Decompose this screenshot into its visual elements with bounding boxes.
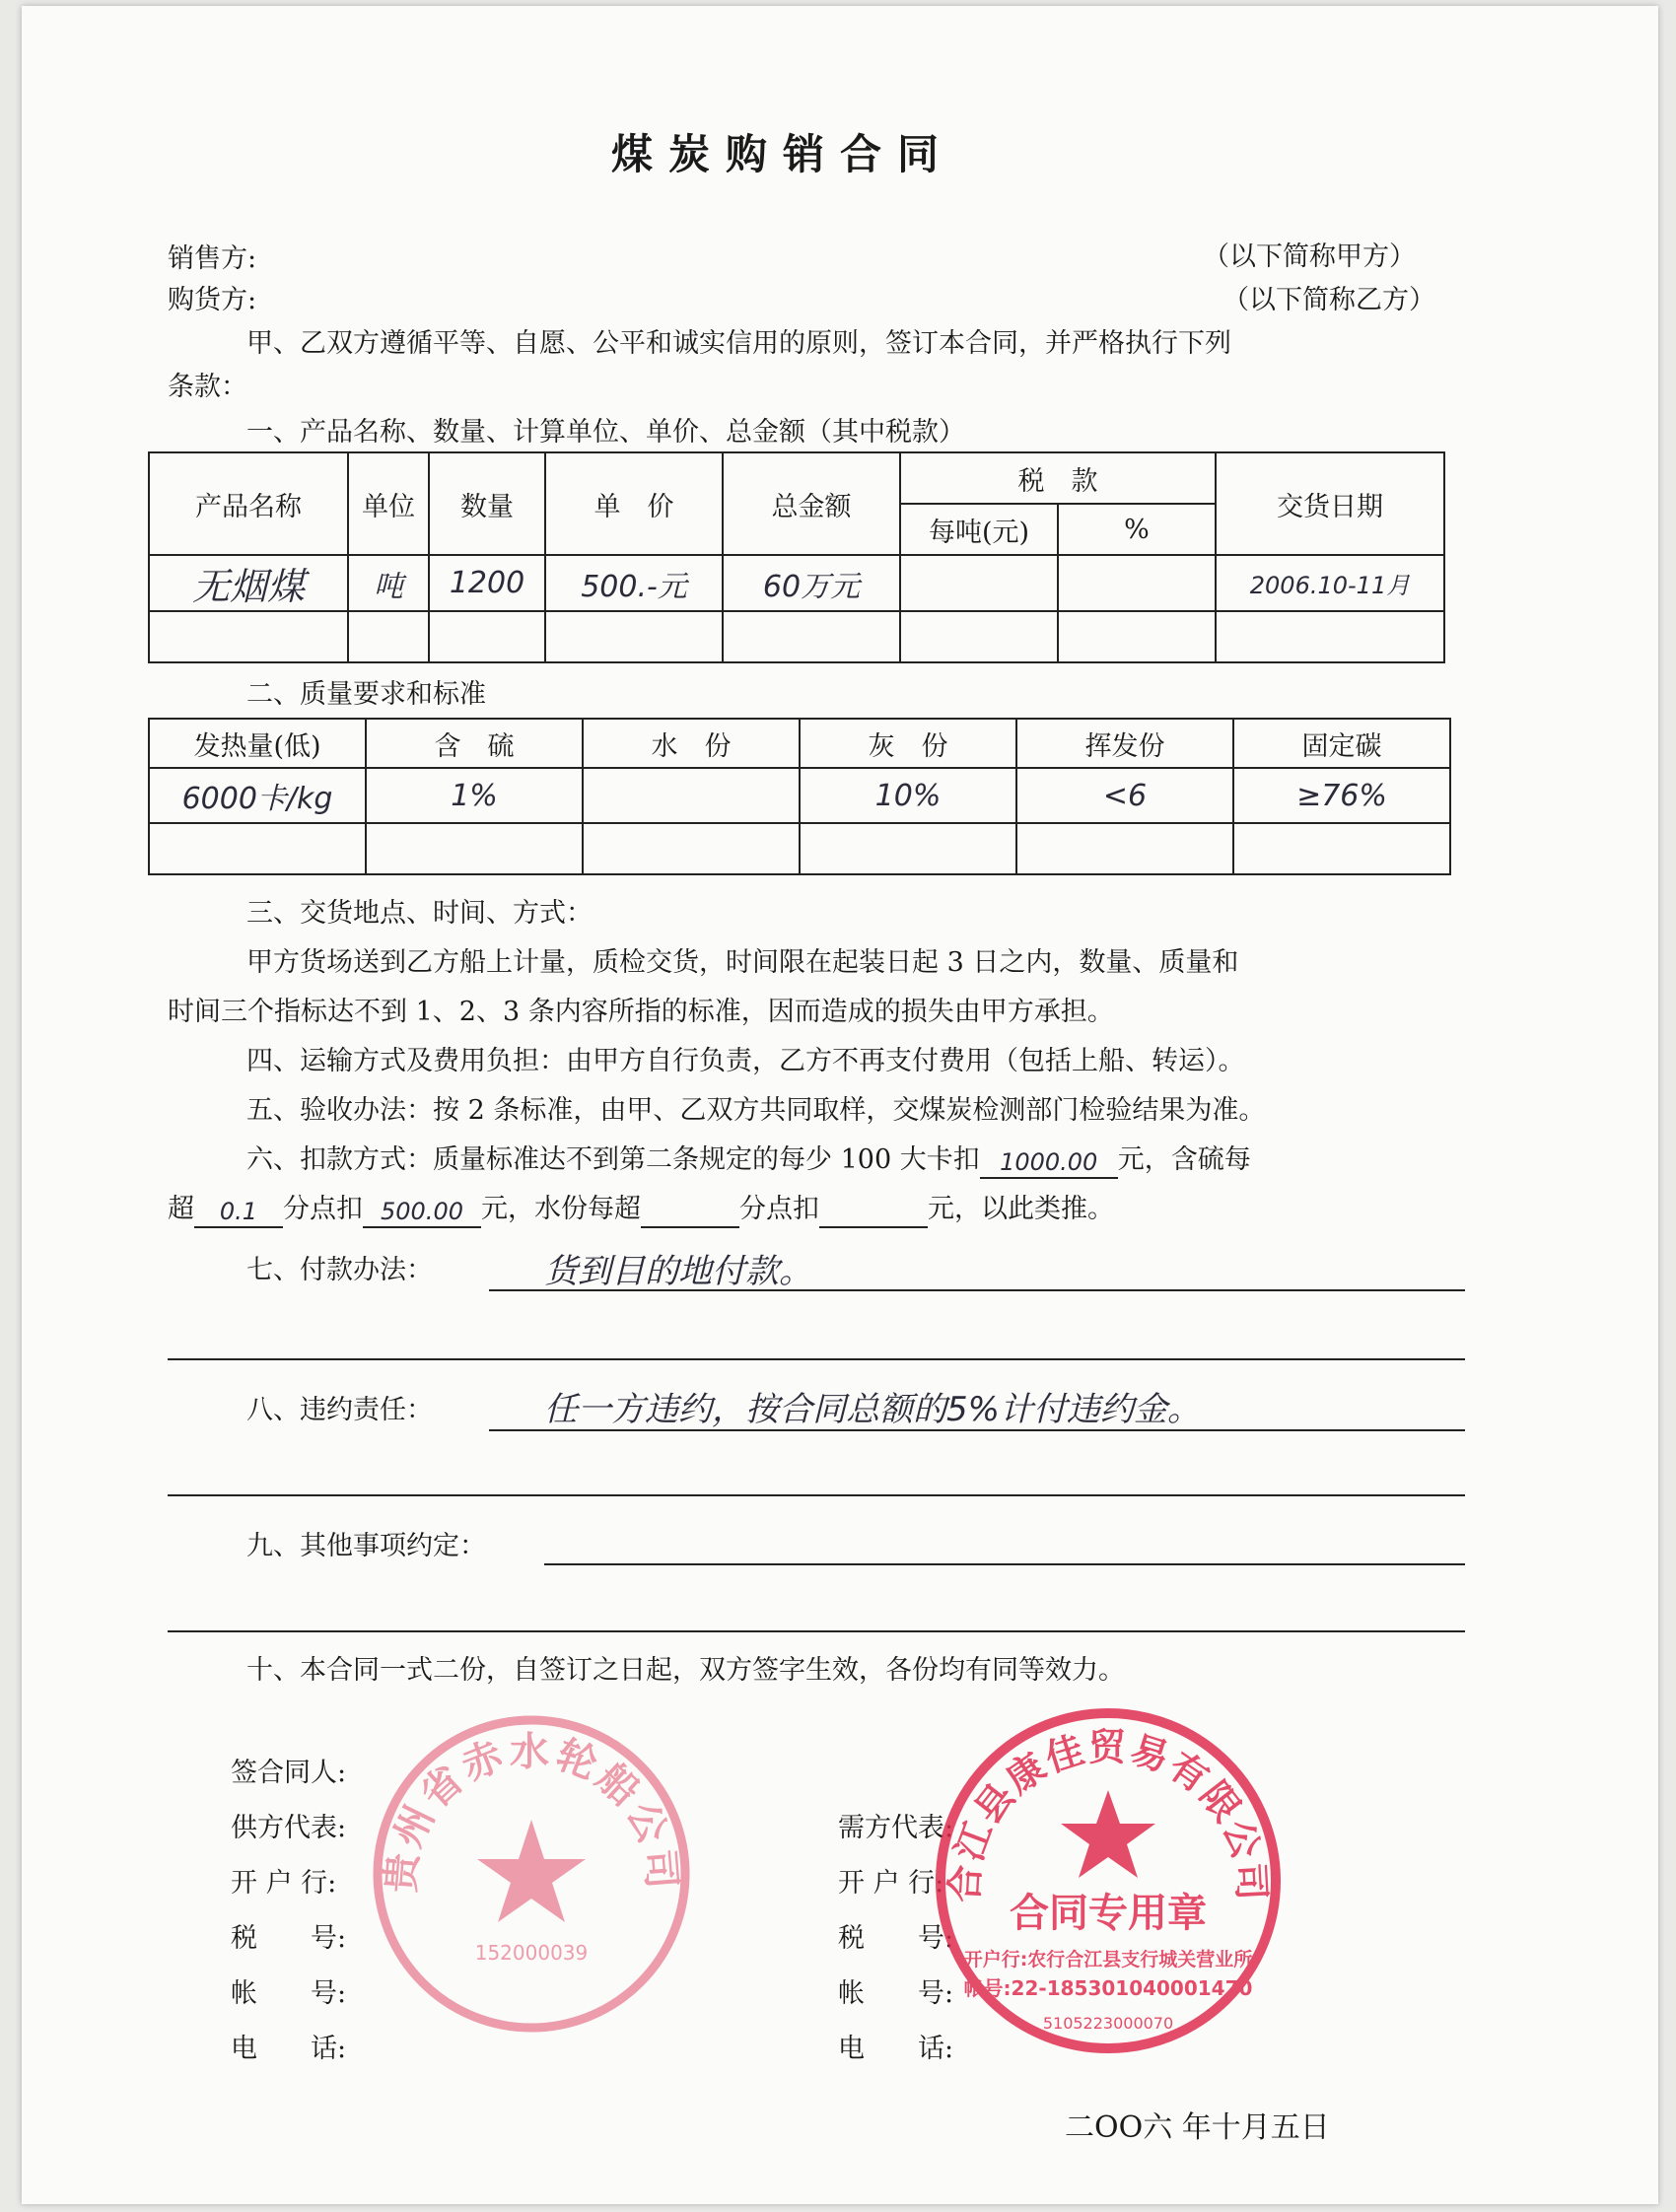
section7-value: 货到目的地付款。 [544,1252,812,1291]
section8-value: 任一方违约，按合同总额的5%计付违约金。 [544,1390,1201,1429]
header-quantity: 数量 [429,452,545,555]
section6-text: 六、扣款方式：质量标准达不到第二条规定的每少 100 大卡扣 [246,1144,980,1175]
buyer-account-label: 帐 号: [838,1978,954,2009]
section10-text: 十、本合同一式二份，自签订之日起，双方签字生效，各份均有同等效力。 [246,1655,1125,1686]
quality-header-sulfur: 含 硫 [366,719,583,768]
water-deduction-field [819,1193,928,1228]
header-total: 总金额 [723,452,900,555]
section8-line-2 [168,1494,1465,1496]
section3-text: 甲方货场送到乙方船上计量，质检交货，时间限在起装日起 3 日之内，数量、质量和 [246,947,1239,978]
buyer-note: （以下简称乙方） [1222,285,1435,315]
seal-center-text: 合同专用章 [1010,1891,1207,1936]
buyer-rep-label: 需方代表: [838,1813,954,1843]
section6-text: 分点扣 [739,1194,819,1224]
header-unit: 单位 [348,452,429,555]
seal-text: 贵州省赤水轮船公司 [378,1729,685,1895]
seller-label: 销售方: [168,243,257,274]
seal-text: 合江县康佳贸易有限公司 [943,1725,1274,1903]
section6-text: 分点扣 [283,1194,363,1224]
section3-heading: 三、交货地点、时间、方式： [246,898,593,929]
supplier-tax-label: 税 号: [231,1923,347,1954]
section6-line1 [246,1141,1251,1179]
header-tax: 税 款 [900,452,1216,504]
empty-cell [723,611,900,662]
section7-label: 七、付款办法： [246,1255,433,1285]
quality-header-volatile: 挥发份 [1016,719,1233,768]
quality-header-water: 水 份 [583,719,800,768]
empty-cell [149,823,366,874]
buyer-company-seal [931,1703,1286,2058]
quality-table [148,718,1451,875]
quality-value-heat: 6000卡/kg [149,768,366,823]
cell-unit-price: 500.-元 [545,555,723,611]
supplier-phone-label: 电 话: [231,2034,347,2064]
buyer-tax-label: 税 号: [838,1923,954,1954]
intro-text-cont: 条款： [168,372,247,402]
section5-text: 五、验收办法：按 2 条标准，由甲、乙双方共同取样，交煤炭检测部门检验结果为准。 [246,1095,1266,1126]
empty-cell [900,611,1058,662]
quality-value-sulfur: 1% [366,768,583,823]
empty-cell [1233,823,1450,874]
empty-cell [1058,611,1216,662]
seal-number: 152000039 [474,1941,589,1965]
contract-date: 二OO六 年十月五日 [1065,2110,1330,2145]
empty-cell [366,823,583,874]
cell-total: 60万元 [723,555,900,611]
section3-text-cont: 时间三个指标达不到 1、2、3 条内容所指的标准，因而造成的损失由甲方承担。 [168,997,1114,1027]
empty-cell [545,611,723,662]
section8-line [489,1429,1465,1431]
empty-cell [149,611,348,662]
section1-heading: 一、产品名称、数量、计算单位、单价、总金额（其中税款） [246,417,965,448]
section7-line-2 [168,1358,1465,1360]
section9-line [544,1563,1465,1565]
quality-value-water [583,768,800,823]
quality-header-ash: 灰 份 [800,719,1016,768]
buyer-bank-label: 开 户 行: [838,1868,944,1899]
quality-value-ash: 10% [800,768,1016,823]
section6-text: 元，含硫每 [1117,1144,1251,1175]
sulfur-deduction-field: 500.00 [363,1193,481,1228]
section9-label: 九、其他事项约定： [246,1531,486,1561]
quality-value-fixed-carbon: ≥76% [1233,768,1450,823]
section6-text: 元，以此类推。 [928,1194,1114,1224]
seller-note: （以下简称甲方） [1203,242,1416,272]
section2-heading: 二、质量要求和标准 [246,679,486,710]
header-tax-per-ton: 每吨(元) [900,504,1058,555]
empty-cell [429,611,545,662]
quality-header-fixed-carbon: 固定碳 [1233,719,1450,768]
section6-text: 超 [168,1194,194,1224]
document-title: 煤炭购销合同 [611,130,955,178]
section4-text: 四、运输方式及费用负担：由甲方自行负责，乙方不再支付费用（包括上船、转运）。 [246,1046,1245,1076]
quality-header-heat: 发热量(低) [149,719,366,768]
heat-deduction-field: 1000.00 [980,1143,1118,1179]
empty-cell [1216,611,1444,662]
seal-number: 5105223000070 [1042,2014,1174,2033]
buyer-phone-label: 电 话: [838,2034,954,2064]
empty-cell [1016,823,1233,874]
header-unit-price: 单 价 [545,452,723,555]
seal-graphic [369,1711,694,2037]
section7-line [489,1289,1465,1291]
cell-product-name: 无烟煤 [149,555,348,611]
header-product-name: 产品名称 [149,452,348,555]
empty-cell [800,823,1016,874]
water-step-field [641,1193,739,1228]
supplier-company-seal [369,1711,694,2037]
section8-label: 八、违约责任： [246,1395,433,1425]
seal-account-line: 帐号:22-185301040001470 [963,1976,1253,2000]
intro-text: 甲、乙双方遵循平等、自愿、公平和诚实信用的原则，签订本合同，并严格执行下列 [246,328,1231,359]
supplier-rep-label: 供方代表: [231,1813,347,1843]
section9-line-2 [168,1630,1465,1632]
empty-cell [348,611,429,662]
section6-text: 元，水份每超 [481,1194,641,1224]
cell-tax-per-ton [900,555,1058,611]
cell-quantity: 1200 [429,555,545,611]
supplier-bank-label: 开 户 行: [231,1868,337,1899]
header-tax-percent: % [1058,504,1216,555]
empty-cell [583,823,800,874]
buyer-label: 购货方: [168,285,257,315]
sulfur-step-field: 0.1 [194,1193,283,1228]
section6-line2 [168,1191,1114,1228]
supplier-account-label: 帐 号: [231,1978,347,2009]
header-delivery-date: 交货日期 [1216,452,1444,555]
seal-graphic [931,1703,1286,2058]
seal-bank-line: 开户行:农行合江县支行城关营业所 [963,1949,1253,1970]
cell-delivery-date: 2006.10-11月 [1216,555,1444,611]
signer-label: 签合同人: [231,1758,347,1788]
product-table [148,451,1445,663]
cell-unit: 吨 [348,555,429,611]
quality-value-volatile: <6 [1016,768,1233,823]
contract-page [22,6,1658,2204]
cell-tax-percent [1058,555,1216,611]
